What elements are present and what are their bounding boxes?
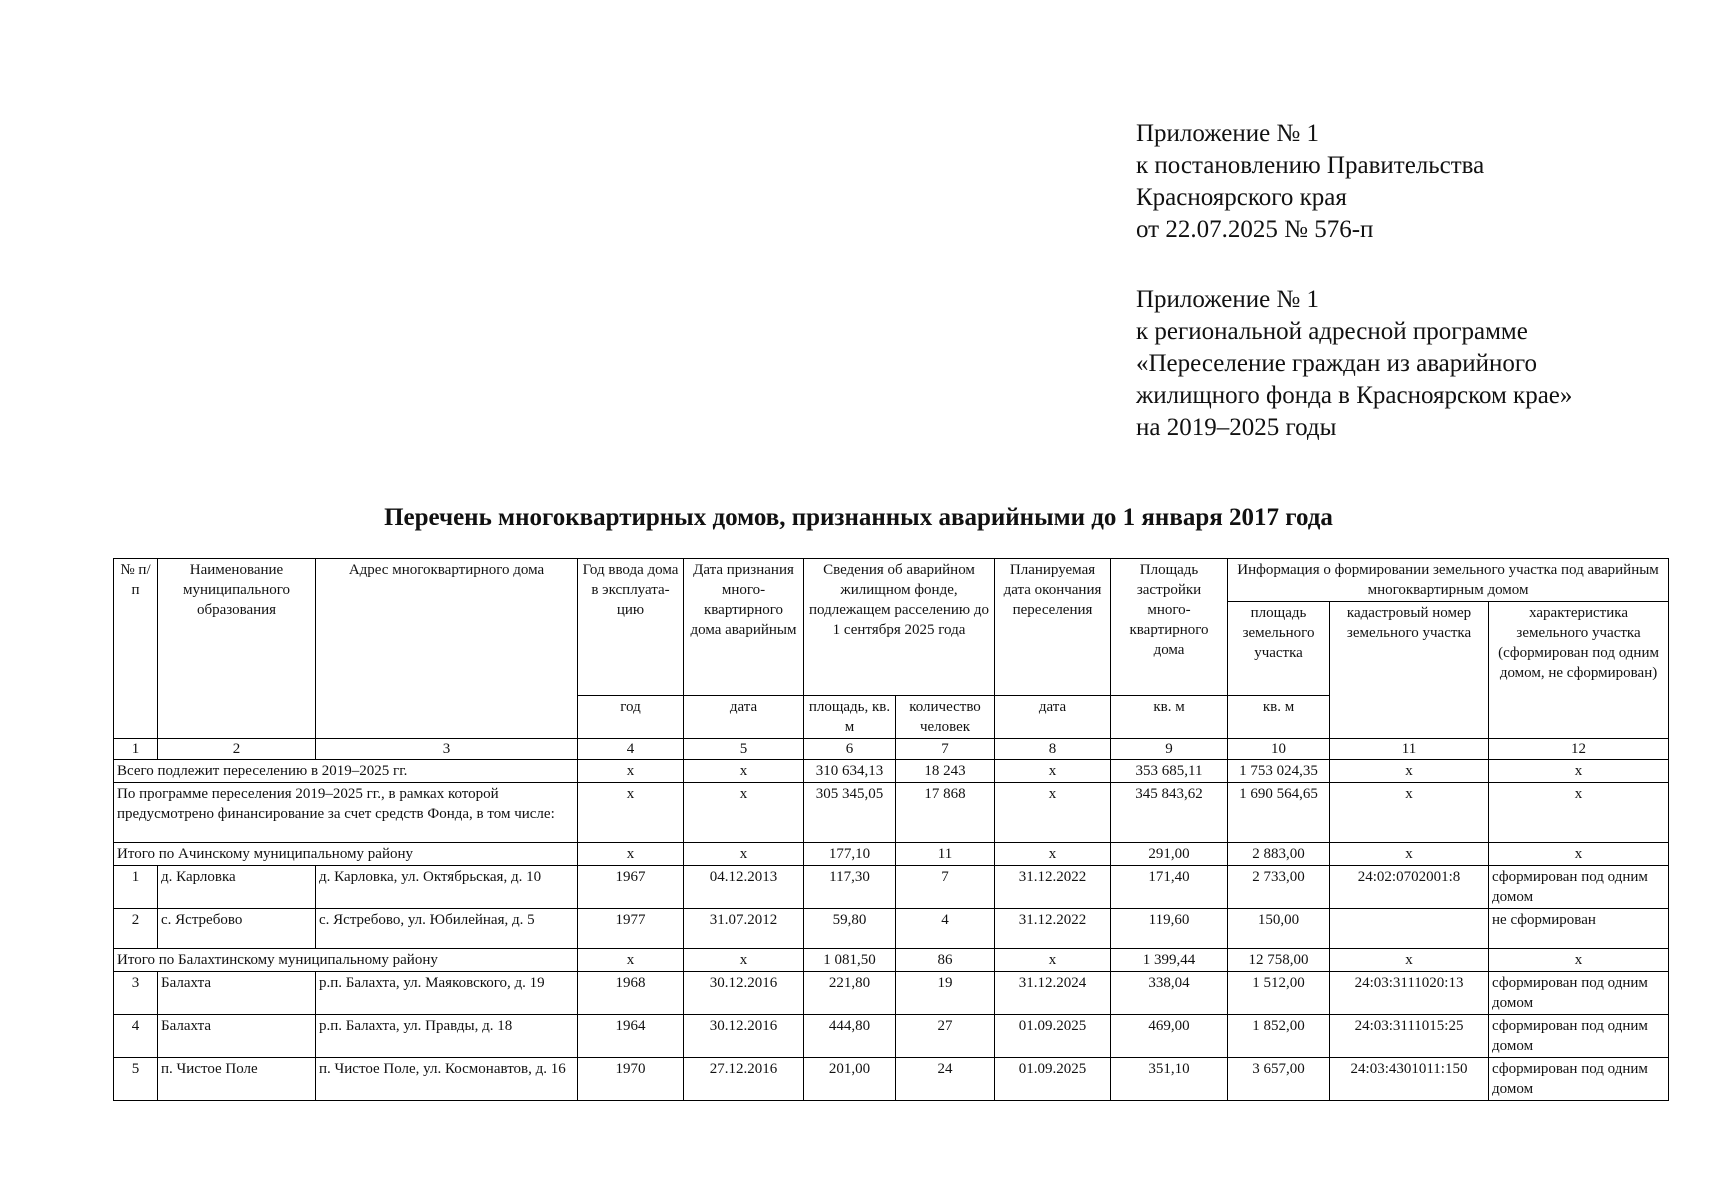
column-index: 4 bbox=[578, 739, 684, 760]
summary-cell: х bbox=[1489, 949, 1669, 972]
table-cell: 1967 bbox=[578, 866, 684, 909]
table-cell: 24:03:3111020:13 bbox=[1330, 972, 1489, 1015]
summary-cell: х bbox=[578, 949, 684, 972]
summary-cell: 12 758,00 bbox=[1228, 949, 1330, 972]
table-cell: 2 bbox=[114, 909, 158, 949]
table-cell: 31.12.2022 bbox=[995, 866, 1111, 909]
column-index: 10 bbox=[1228, 739, 1330, 760]
appendix-2-line: жилищного фонда в Красноярском крае» bbox=[1136, 382, 1573, 409]
table-body bbox=[114, 559, 1669, 1101]
summary-cell: 11 bbox=[896, 843, 995, 866]
summary-cell: 310 634,13 bbox=[804, 760, 896, 783]
unit-planned-date: дата bbox=[995, 696, 1111, 739]
table-cell: 1970 bbox=[578, 1058, 684, 1101]
summary-cell: 291,00 bbox=[1111, 843, 1228, 866]
summary-cell: 305 345,05 bbox=[804, 783, 896, 843]
summary-cell: 1 690 564,65 bbox=[1228, 783, 1330, 843]
summary-cell: 353 685,11 bbox=[1111, 760, 1228, 783]
table-cell: 19 bbox=[896, 972, 995, 1015]
table-cell: 1 852,00 bbox=[1228, 1015, 1330, 1058]
table-cell: п. Чистое Поле bbox=[158, 1058, 316, 1101]
table-cell: 01.09.2025 bbox=[995, 1058, 1111, 1101]
table-cell: 27 bbox=[896, 1015, 995, 1058]
appendix-1-header bbox=[1136, 118, 1484, 246]
unit-date: дата bbox=[684, 696, 804, 739]
table-cell: 117,30 bbox=[804, 866, 896, 909]
table-cell: 24:02:0702001:8 bbox=[1330, 866, 1489, 909]
summary-cell: х bbox=[684, 843, 804, 866]
header-building-area: Площадь застройки много-квартирного дома bbox=[1111, 559, 1228, 696]
table-cell: 351,10 bbox=[1111, 1058, 1228, 1101]
summary-cell: 86 bbox=[896, 949, 995, 972]
summary-label: По программе переселения 2019–2025 гг., в рамках которой предусмотрено финансирование за счет средств Фонда, в том числе: bbox=[114, 783, 578, 843]
column-index: 2 bbox=[158, 739, 316, 760]
table-cell: 59,80 bbox=[804, 909, 896, 949]
summary-cell: х bbox=[995, 760, 1111, 783]
unit-land-area: кв. м bbox=[1228, 696, 1330, 739]
table-cell: р.п. Балахта, ул. Правды, д. 18 bbox=[316, 1015, 578, 1058]
appendix-2-header bbox=[1136, 284, 1572, 444]
header-address: Адрес многоквартирного дома bbox=[316, 559, 578, 739]
table-cell: 201,00 bbox=[804, 1058, 896, 1101]
table-cell: 31.12.2024 bbox=[995, 972, 1111, 1015]
table-cell: 3 bbox=[114, 972, 158, 1015]
appendix-2-line: «Переселение граждан из аварийного bbox=[1136, 350, 1538, 377]
table-cell: 31.12.2022 bbox=[995, 909, 1111, 949]
summary-cell: х bbox=[1489, 783, 1669, 843]
table-cell: 1 512,00 bbox=[1228, 972, 1330, 1015]
appendix-1-line: Красноярского края bbox=[1136, 184, 1347, 211]
table-cell: сформирован под одним домом bbox=[1489, 1015, 1669, 1058]
summary-cell: х bbox=[1489, 760, 1669, 783]
summary-cell: 1 753 024,35 bbox=[1228, 760, 1330, 783]
table-cell: 150,00 bbox=[1228, 909, 1330, 949]
summary-cell: х bbox=[995, 843, 1111, 866]
header-cadastral: кадастровый номер земельного участка bbox=[1330, 602, 1489, 739]
column-index: 3 bbox=[316, 739, 578, 760]
appendix-2-line: к региональной адресной программе bbox=[1136, 318, 1528, 345]
unit-area: площадь, кв. м bbox=[804, 696, 896, 739]
table-cell: 119,60 bbox=[1111, 909, 1228, 949]
table-cell: Балахта bbox=[158, 1015, 316, 1058]
table-cell: 27.12.2016 bbox=[684, 1058, 804, 1101]
summary-cell: х bbox=[1330, 949, 1489, 972]
summary-cell: 17 868 bbox=[896, 783, 995, 843]
column-index: 8 bbox=[995, 739, 1111, 760]
table-cell: 2 733,00 bbox=[1228, 866, 1330, 909]
table-cell: 1968 bbox=[578, 972, 684, 1015]
header-land-info: Информация о формировании земельного участка под аварийным многоквартирным домом bbox=[1228, 559, 1669, 602]
table-cell: 31.07.2012 bbox=[684, 909, 804, 949]
header-year: Год ввода дома в эксплуата-цию bbox=[578, 559, 684, 696]
summary-cell: 1 399,44 bbox=[1111, 949, 1228, 972]
table-cell: 444,80 bbox=[804, 1015, 896, 1058]
table-cell: сформирован под одним домом bbox=[1489, 1058, 1669, 1101]
summary-cell: х bbox=[684, 783, 804, 843]
appendix-1-line: от 22.07.2025 № 576-п bbox=[1136, 216, 1374, 243]
appendix-1-line: к постановлению Правительства bbox=[1136, 152, 1485, 179]
table-cell: 30.12.2016 bbox=[684, 1015, 804, 1058]
table-cell: 1964 bbox=[578, 1015, 684, 1058]
document-title: Перечень многоквартирных домов, признанных аварийными до 1 января 2017 года bbox=[384, 504, 1333, 531]
table-row bbox=[114, 972, 1669, 1015]
total-row bbox=[114, 760, 1669, 783]
table-cell: сформирован под одним домом bbox=[1489, 866, 1669, 909]
header-row bbox=[114, 559, 1669, 602]
district-total-row bbox=[114, 949, 1669, 972]
summary-label: Итого по Ачинскому муниципальному району bbox=[114, 843, 578, 866]
table-row bbox=[114, 1058, 1669, 1101]
table-cell: 24:03:4301011:150 bbox=[1330, 1058, 1489, 1101]
summary-cell: х bbox=[1330, 783, 1489, 843]
table-cell: сформирован под одним домом bbox=[1489, 972, 1669, 1015]
summary-cell: х bbox=[684, 949, 804, 972]
table-cell: 469,00 bbox=[1111, 1015, 1228, 1058]
table-cell: 1 bbox=[114, 866, 158, 909]
header-num: № п/п bbox=[114, 559, 158, 739]
column-index: 12 bbox=[1489, 739, 1669, 760]
header-land-characteristic: характеристика земельного участка (сформирован под одним домом, не сформирован) bbox=[1489, 602, 1669, 739]
table-cell: с. Ястребово, ул. Юбилейная, д. 5 bbox=[316, 909, 578, 949]
summary-cell: х bbox=[578, 760, 684, 783]
table-cell: 01.09.2025 bbox=[995, 1015, 1111, 1058]
summary-cell: х bbox=[1489, 843, 1669, 866]
column-index: 9 bbox=[1111, 739, 1228, 760]
table-row bbox=[114, 909, 1669, 949]
total-program-row bbox=[114, 783, 1669, 843]
appendix-2-line: на 2019–2025 годы bbox=[1136, 414, 1337, 441]
summary-cell: 345 843,62 bbox=[1111, 783, 1228, 843]
table-cell bbox=[1330, 909, 1489, 949]
column-index: 6 bbox=[804, 739, 896, 760]
unit-year: год bbox=[578, 696, 684, 739]
table-cell: 5 bbox=[114, 1058, 158, 1101]
table-cell: 3 657,00 bbox=[1228, 1058, 1330, 1101]
header-emergency-info: Сведения об аварийном жилищном фонде, подлежащем расселению до 1 сентября 2025 года bbox=[804, 559, 995, 696]
header-planned-date: Планируемая дата окончания переселения bbox=[995, 559, 1111, 696]
table-cell: 338,04 bbox=[1111, 972, 1228, 1015]
unit-building-area: кв. м bbox=[1111, 696, 1228, 739]
table-cell: 04.12.2013 bbox=[684, 866, 804, 909]
column-index-row bbox=[114, 739, 1669, 760]
table-cell: 7 bbox=[896, 866, 995, 909]
summary-cell: х bbox=[995, 949, 1111, 972]
header-municipality: Наименование муниципального образования bbox=[158, 559, 316, 739]
emergency-housing-table bbox=[113, 558, 1669, 1101]
summary-cell: х bbox=[684, 760, 804, 783]
summary-cell: х bbox=[578, 783, 684, 843]
table-cell: п. Чистое Поле, ул. Космонавтов, д. 16 bbox=[316, 1058, 578, 1101]
table-row bbox=[114, 866, 1669, 909]
summary-cell: 177,10 bbox=[804, 843, 896, 866]
table-cell: 4 bbox=[896, 909, 995, 949]
summary-cell: 1 081,50 bbox=[804, 949, 896, 972]
column-index: 5 bbox=[684, 739, 804, 760]
appendix-1-line: Приложение № 1 bbox=[1136, 120, 1320, 147]
table-cell: 4 bbox=[114, 1015, 158, 1058]
header-recognition-date: Дата признания много-квартирного дома аварийным bbox=[684, 559, 804, 696]
summary-cell: х bbox=[995, 783, 1111, 843]
district-total-row bbox=[114, 843, 1669, 866]
table-cell: не сформирован bbox=[1489, 909, 1669, 949]
table-row bbox=[114, 1015, 1669, 1058]
table-cell: с. Ястребово bbox=[158, 909, 316, 949]
unit-people: количество человек bbox=[896, 696, 995, 739]
table-cell: р.п. Балахта, ул. Маяковского, д. 19 bbox=[316, 972, 578, 1015]
summary-label: Всего подлежит переселению в 2019–2025 гг. bbox=[114, 760, 578, 783]
table-cell: Балахта bbox=[158, 972, 316, 1015]
column-index: 7 bbox=[896, 739, 995, 760]
summary-cell: х bbox=[1330, 843, 1489, 866]
summary-cell: 18 243 bbox=[896, 760, 995, 783]
appendix-2-line: Приложение № 1 bbox=[1136, 286, 1320, 313]
table-cell: 221,80 bbox=[804, 972, 896, 1015]
summary-cell: х bbox=[1330, 760, 1489, 783]
summary-cell: 2 883,00 bbox=[1228, 843, 1330, 866]
table-cell: д. Карловка, ул. Октябрьская, д. 10 bbox=[316, 866, 578, 909]
summary-label: Итого по Балахтинскому муниципальному району bbox=[114, 949, 578, 972]
summary-cell: х bbox=[578, 843, 684, 866]
column-index: 1 bbox=[114, 739, 158, 760]
table-cell: 24 bbox=[896, 1058, 995, 1101]
header-land-area: площадь земельного участка bbox=[1228, 602, 1330, 696]
table-cell: 30.12.2016 bbox=[684, 972, 804, 1015]
table-cell: 24:03:3111015:25 bbox=[1330, 1015, 1489, 1058]
table-cell: 171,40 bbox=[1111, 866, 1228, 909]
column-index: 11 bbox=[1330, 739, 1489, 760]
table-cell: д. Карловка bbox=[158, 866, 316, 909]
table-cell: 1977 bbox=[578, 909, 684, 949]
